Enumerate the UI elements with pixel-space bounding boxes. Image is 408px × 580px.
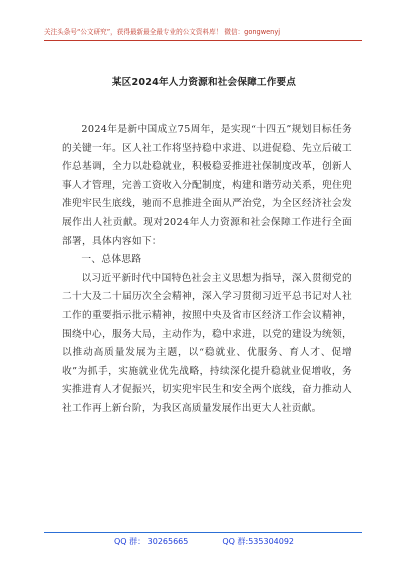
section-heading: 一、总体思路	[81, 254, 142, 266]
footer-contact	[0, 536, 408, 547]
header-promo: 关注头条号“公文研究”，获得最新最全最专业的公文资料库！ 微信：gongwenyj	[44, 28, 281, 36]
paragraph-intro: 2024年是新中国成立75周年，是实现“十四五”规划目标任务的关键一年。区人社工作将坚持稳中求进、以进促稳、先立后破工作总基调，全力以赴稳就业，积极稳妥推进社保制度改革，创新人事人才管理，完善工资收入分配制度，构建和谐劳动关系，兜住兜准兜牢民生底线，驰而不息推进全面从严治党，为全区经济社会发展作出人社贡献。现对2024年人力资源和社会保障工作进行全面部署，具体内容如下：	[62, 124, 352, 247]
footer-divider	[44, 532, 362, 533]
footer-qq-2: QQ 群:535304092	[222, 537, 295, 546]
paragraph-thinking: 以习近平新时代中国特色社会主义思想为指导，深入贯彻党的二十大及二十届历次全会精神，深入学习贯彻习近平总书记对人社工作的重要指示批示精神，按照中央及省市区经济工作会议精神，围绕中心，服务大局，主动作为，稳中求进，以党的建设为统领，以推动高质量发展为主题，以“稳就业、优服务、育人才、促增收”为抓手，实施就业优先战略，持续深化提升稳就业促增收，务实推进育人才促振兴，切实兜牢民生和安全两个底线，奋力推动人社工作再上新台阶，为我区高质量发展作出更大人社贡献。	[62, 272, 352, 414]
document-title: 某区2024年人力资源和社会保障工作要点	[111, 77, 297, 88]
footer-qq-1: QQ 群： 30265665	[113, 537, 189, 546]
document-body	[62, 121, 352, 419]
header-divider	[44, 40, 362, 41]
